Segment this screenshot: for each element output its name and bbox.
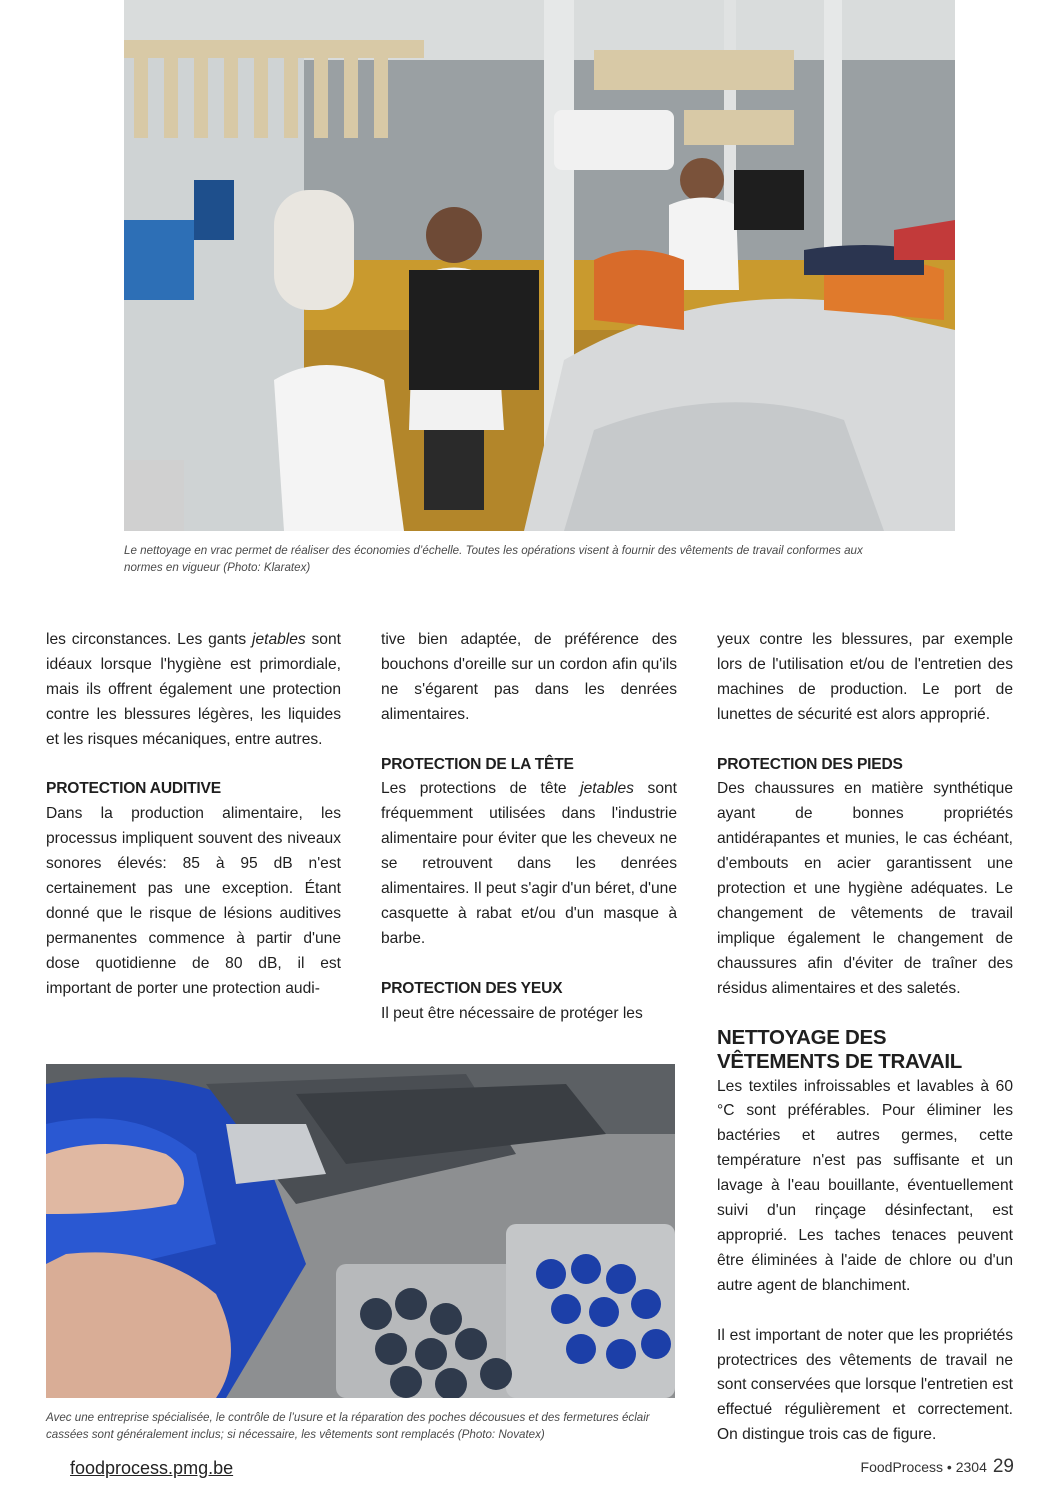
heading-protection-pieds: PROTECTION DES PIEDS bbox=[717, 755, 903, 773]
photo-caption-top: Le nettoyage en vrac permet de réaliser des économies d’échelle. Toutes les opérations visent à fournir des vêtements de travail conformes aux normes en vigueur (Photo: Klaratex) bbox=[124, 544, 863, 574]
paragraph-gants: les circonstances. Les gants jetables sont idéaux lorsque l'hygiène est primordiale, mais ils offrent également une protection contre les blessures légères, les liquides et les risques mécaniques, entre autres. bbox=[46, 631, 341, 748]
paragraph-pieds: Des chaussures en matière synthétique ayant de bonnes propriétés antidérapantes et munies, le cas échéant, d'embouts en acier garantissent une protection et une hygiène adéquates. Le changement de vêtements de travail implique également le changement de chaussures afin d'éviter de traîner des résidus alimentaires et des saletés. bbox=[717, 780, 1013, 997]
heading-nettoyage: NETTOYAGE DES VÊTEMENTS DE TRAVAIL bbox=[717, 1025, 962, 1074]
paragraph-auditive: Dans la production alimentaire, les processus impliquent souvent des niveaux sonores élevés: 85 à 95 dB n'est certainement pas une exception. Étant donné que le risque de lésions auditives permanentes commence à partir d'une dose quotidienne de 80 dB, il est important de porter une protection audi- bbox=[46, 805, 341, 997]
emphasis-jetables: jetables bbox=[251, 631, 306, 648]
page-number: 29 bbox=[992, 1456, 1014, 1477]
paragraph-tete: Les protections de tête jetables sont fréquemment utilisées dans l'industrie alimentaire pour éviter que les cheveux ne se retrouvent dans les denrées alimentaires. Il peut s'agir d'un béret, d'une casquette à rabat et/ou d'un masque à barbe. bbox=[381, 780, 677, 947]
paragraph-yeux-cont: yeux contre les blessures, par exemple lors de l'utilisation et/ou de l'entretien des machines de production. Le port de lunettes de sécurité est alors approprié. bbox=[717, 631, 1013, 723]
paragraph-auditive-cont: tive bien adaptée, de préférence des bouchons d'oreille sur un cordon afin qu'ils ne s'égarent pas dans les denrées alimentaires. bbox=[381, 631, 677, 723]
magazine-issue: FoodProcess • 2304 bbox=[860, 1459, 987, 1475]
paragraph-yeux: Il peut être nécessaire de protéger les bbox=[381, 1004, 643, 1022]
heading-protection-yeux: PROTECTION DES YEUX bbox=[381, 979, 563, 997]
paragraph-proprietes: Il est important de noter que les propriétés protectrices des vêtements de travail ne sont conservées que lorsque l'entretien est effectué régulièrement et correctement. On distingue trois cas de figure. bbox=[717, 1326, 1013, 1444]
footer-issue bbox=[861, 1456, 1014, 1478]
photo-button-repair bbox=[46, 1064, 675, 1398]
heading-protection-tete: PROTECTION DE LA TÊTE bbox=[381, 755, 574, 773]
photo-laundry-sorting bbox=[124, 0, 955, 531]
paragraph-nettoyage: Les textiles infroissables et lavables à 60 °C sont préférables. Pour éliminer les bactéries et autres germes, cette température n'est pas suffisante et un lavage à l'eau bouillante, éventuellement suivi d'un rinçage désinfectant, est approprié. Les taches tenaces peuvent être éliminées à l'aide de chlore ou d'un autre agent de blanchiment. bbox=[717, 1077, 1013, 1294]
heading-protection-auditive: PROTECTION AUDITIVE bbox=[46, 780, 221, 798]
article-column-3 bbox=[717, 628, 1013, 1448]
article-column-2 bbox=[381, 628, 677, 1026]
emphasis-jetables: jetables bbox=[580, 780, 634, 798]
photo-caption-bottom: Avec une entreprise spécialisée, le contrôle de l’usure et la réparation des poches décousues et des fermetures éclair cassées sont généralement inclus; si nécessaire, les vêtements sont remplacés (Photo: Novatex) bbox=[46, 1411, 650, 1441]
article-column-1 bbox=[46, 628, 341, 1002]
footer-website-link[interactable]: foodprocess.pmg.be bbox=[70, 1458, 234, 1478]
